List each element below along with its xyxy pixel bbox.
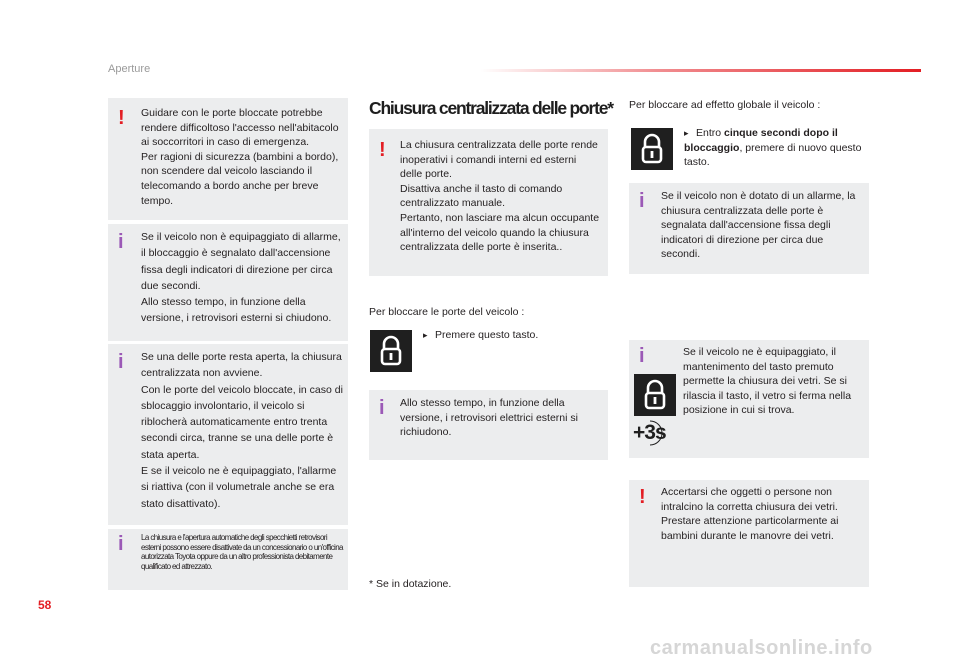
bullet-mark: ▸ [684, 128, 689, 138]
info-icon: i [118, 351, 124, 373]
warning-icon: ! [379, 139, 386, 161]
info-box-no-alarm [629, 183, 869, 274]
info-text: Se il veicolo non è equipaggiato di allarme, il bloccaggio è segnalato dall'accensione fissa degli indicatori di direzione per circa due secondi. Allo stesso tempo, in funzione della versione, i retrovisori esterni si chiudono. [141, 231, 341, 325]
info-box-mirrors-fold [369, 390, 608, 460]
hold-arc-icon [632, 418, 676, 448]
lock-button-icon [634, 374, 676, 416]
warning-icon: ! [118, 107, 125, 129]
warning-icon: ! [639, 486, 646, 508]
step-text: Premere questo tasto. [435, 329, 539, 341]
section-header: Aperture [108, 63, 151, 75]
info-box-windows [629, 340, 869, 458]
info-text: Allo stesso tempo, in funzione della versione, i retrovisori elettrici esterni si richiudono. [400, 397, 578, 439]
lock-button-icon [370, 330, 412, 372]
info-text: Se il veicolo non è dotato di un allarme, la chiusura centralizzata delle porte è segnalata dall'accensione fissa degli indicatori di direzione per circa due secondi. [661, 190, 856, 261]
warning-box-emergency [108, 98, 348, 220]
step-press-again: ▸ Entro cinque secondi dopo il bloccaggio, premere di nuovo questo tasto. [684, 127, 862, 169]
info-box-mirrors [108, 529, 348, 590]
info-box-lock-signal [108, 224, 348, 341]
page-title: Chiusura centralizzata delle porte* [369, 98, 613, 118]
warning-box-windows [629, 480, 869, 587]
info-icon: i [639, 345, 645, 367]
info-text: Se una delle porte resta aperta, la chiusura centralizzata non avviene. Con le porte del veicolo bloccate, in caso di sblocaggio involontario, il veicolo si riblocherà automaticamente entro trenta secondi circa, tranne se una delle porte è stata aperta. E se il veicolo ne è equipaggiato, l'allarme si riattiva (con il volumetrale anche se era stato disattivato). [141, 351, 343, 510]
warning-text: La chiusura centralizzata delle porte rende inoperativi i comandi interni ed esterni delle porte. Disattiva anche il tasto di comando centralizzato manuale. Pertanto, non lasciare ma alcun occupante all'interno del veicolo quando la chiusura centralizzata delle porte è inserita.. [400, 139, 600, 254]
lock-button-icon [631, 128, 673, 170]
warning-text: Guidare con le porte bloccate potrebbe rendere difficoltoso l'accesso nell'abitacolo ai soccorritori in caso di emergenza. Per ragioni di sicurezza (bambini a bordo), non scendere dal veicolo lasciando il telecomando a bordo anche per breve tempo. [141, 107, 339, 207]
info-icon: i [118, 231, 124, 253]
info-text: Se il veicolo ne è equipaggiato, il mantenimento del tasto premuto permette la chiusura dei vetri. Se si rilascia il tasto, il vetro si ferma nella posizione in cui si trova. [683, 346, 852, 417]
info-box-door-open [108, 344, 348, 525]
intro-lock-doors: Per bloccare le porte del veicolo : [369, 306, 525, 318]
lock-icon [634, 374, 676, 416]
lock-icon [370, 330, 412, 372]
info-icon: i [118, 533, 124, 555]
warning-text: Accertarsi che oggetti o persone non intralcino la corretta chiusura dei vetri. Prestare attenzione particolarmente ai bambini durante le manovre dei vetri. [661, 486, 839, 542]
watermark: carmanualsonline.info [650, 637, 873, 659]
info-icon: i [379, 397, 385, 419]
header-rule [480, 69, 921, 72]
hold-3s-label: +3s [633, 421, 666, 444]
intro-global-lock: Per bloccare ad effetto globale il veicolo : [629, 99, 821, 111]
bullet-mark: ▸ [423, 330, 428, 340]
hold-3s-icon [632, 418, 676, 448]
footnote: * Se in dotazione. [369, 578, 452, 590]
page-number: 58 [38, 598, 52, 612]
step-press-button [423, 328, 603, 343]
lock-icon [631, 128, 673, 170]
info-text: La chiusura e l'apertura automatiche degli specchietti retrovisori esterni possono essere disattivate da un concessionario o un'officina autorizzata Toyota oppure da un altro professionista debitamente qualificato ed attrezzato. [141, 533, 343, 571]
info-icon: i [639, 190, 645, 212]
warning-box-central-lock [369, 129, 608, 276]
